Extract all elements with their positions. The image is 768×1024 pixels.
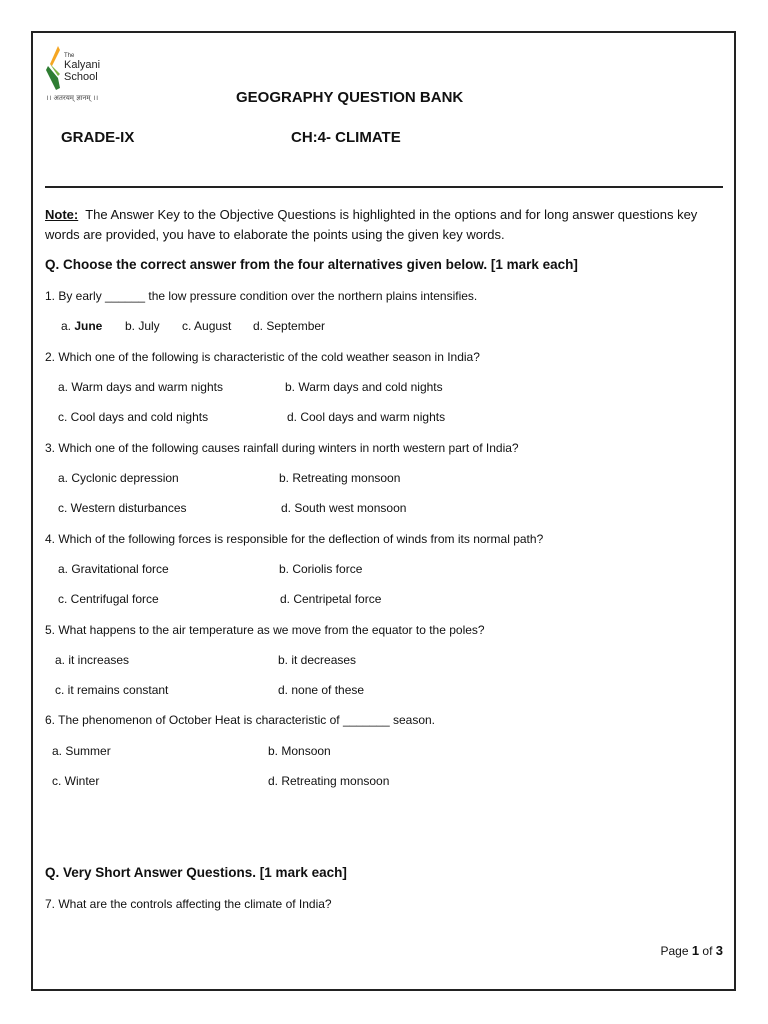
note-label: Note: bbox=[45, 207, 79, 222]
option-4a: a. Gravitational force bbox=[58, 562, 169, 576]
question-3: 3. Which one of the following causes rainfall during winters in north western part of India? bbox=[45, 441, 519, 455]
option-4c: c. Centrifugal force bbox=[58, 592, 159, 606]
option-3d: d. South west monsoon bbox=[281, 501, 407, 515]
question-4: 4. Which of the following forces is responsible for the deflection of winds from its normal path? bbox=[45, 532, 544, 546]
option-3b: b. Retreating monsoon bbox=[279, 471, 401, 485]
option-6a: a. Summer bbox=[52, 744, 111, 758]
section-heading-mcq: Q. Choose the correct answer from the four alternatives given below. [1 mark each] bbox=[45, 257, 578, 272]
option-5d: d. none of these bbox=[278, 683, 365, 697]
question-1: 1. By early ______ the low pressure condition over the northern plains intensifies. bbox=[45, 289, 478, 303]
option-4d: d. Centripetal force bbox=[280, 592, 382, 606]
chapter-label: CH:4- CLIMATE bbox=[291, 129, 401, 146]
question-5: 5. What happens to the air temperature as we move from the equator to the poles? bbox=[45, 623, 485, 637]
option-2c: c. Cool days and cold nights bbox=[58, 410, 209, 424]
option-6d: d. Retreating monsoon bbox=[268, 774, 390, 788]
option-1b: b. July bbox=[125, 319, 160, 333]
question-6: 6. The phenomenon of October Heat is characteristic of _______ season. bbox=[45, 713, 436, 727]
option-5c: c. it remains constant bbox=[55, 683, 169, 697]
logo-the: The bbox=[64, 53, 75, 59]
question-7: 7. What are the controls affecting the climate of India? bbox=[45, 897, 332, 911]
logo-name bbox=[64, 59, 134, 83]
logo-motto: ।। अतरयम् ज्ञानम् ।। bbox=[46, 94, 99, 102]
grade-label: GRADE-IX bbox=[61, 129, 135, 146]
option-3a: a. Cyclonic depression bbox=[58, 471, 179, 485]
section-heading-short: Q. Very Short Answer Questions. [1 mark each] bbox=[45, 865, 347, 880]
option-1d: d. September bbox=[253, 319, 326, 333]
logo-name-line1: Kalyani bbox=[64, 59, 101, 71]
note-text: The Answer Key to the Objective Questions is highlighted in the options and for long answer questions key words are provided, you have to elaborate the points using the given key words. bbox=[45, 207, 698, 242]
option-5b: b. it decreases bbox=[278, 653, 357, 667]
option-3c: c. Western disturbances bbox=[58, 501, 187, 515]
option-4b: b. Coriolis force bbox=[279, 562, 363, 576]
note-paragraph bbox=[45, 205, 723, 245]
option-2d: d. Cool days and warm nights bbox=[287, 410, 446, 424]
option-6b: b. Monsoon bbox=[268, 744, 331, 758]
school-logo bbox=[46, 46, 136, 106]
option-5a: a. it increases bbox=[55, 653, 130, 667]
logo-name-line2: School bbox=[64, 71, 98, 83]
page-number: Page 1 of 3 bbox=[660, 943, 723, 958]
option-2a: a. Warm days and warm nights bbox=[58, 380, 223, 394]
option-1a: a. June bbox=[61, 319, 103, 333]
option-6c: c. Winter bbox=[52, 774, 100, 788]
correct-answer: June bbox=[74, 319, 103, 333]
question-2: 2. Which one of the following is characteristic of the cold weather season in India? bbox=[45, 350, 480, 364]
option-2b: b. Warm days and cold nights bbox=[285, 380, 443, 394]
page-title: GEOGRAPHY QUESTION BANK bbox=[236, 89, 464, 106]
logo-chevron-icon bbox=[46, 46, 62, 90]
header-divider bbox=[45, 186, 723, 188]
option-1c: c. August bbox=[182, 319, 232, 333]
